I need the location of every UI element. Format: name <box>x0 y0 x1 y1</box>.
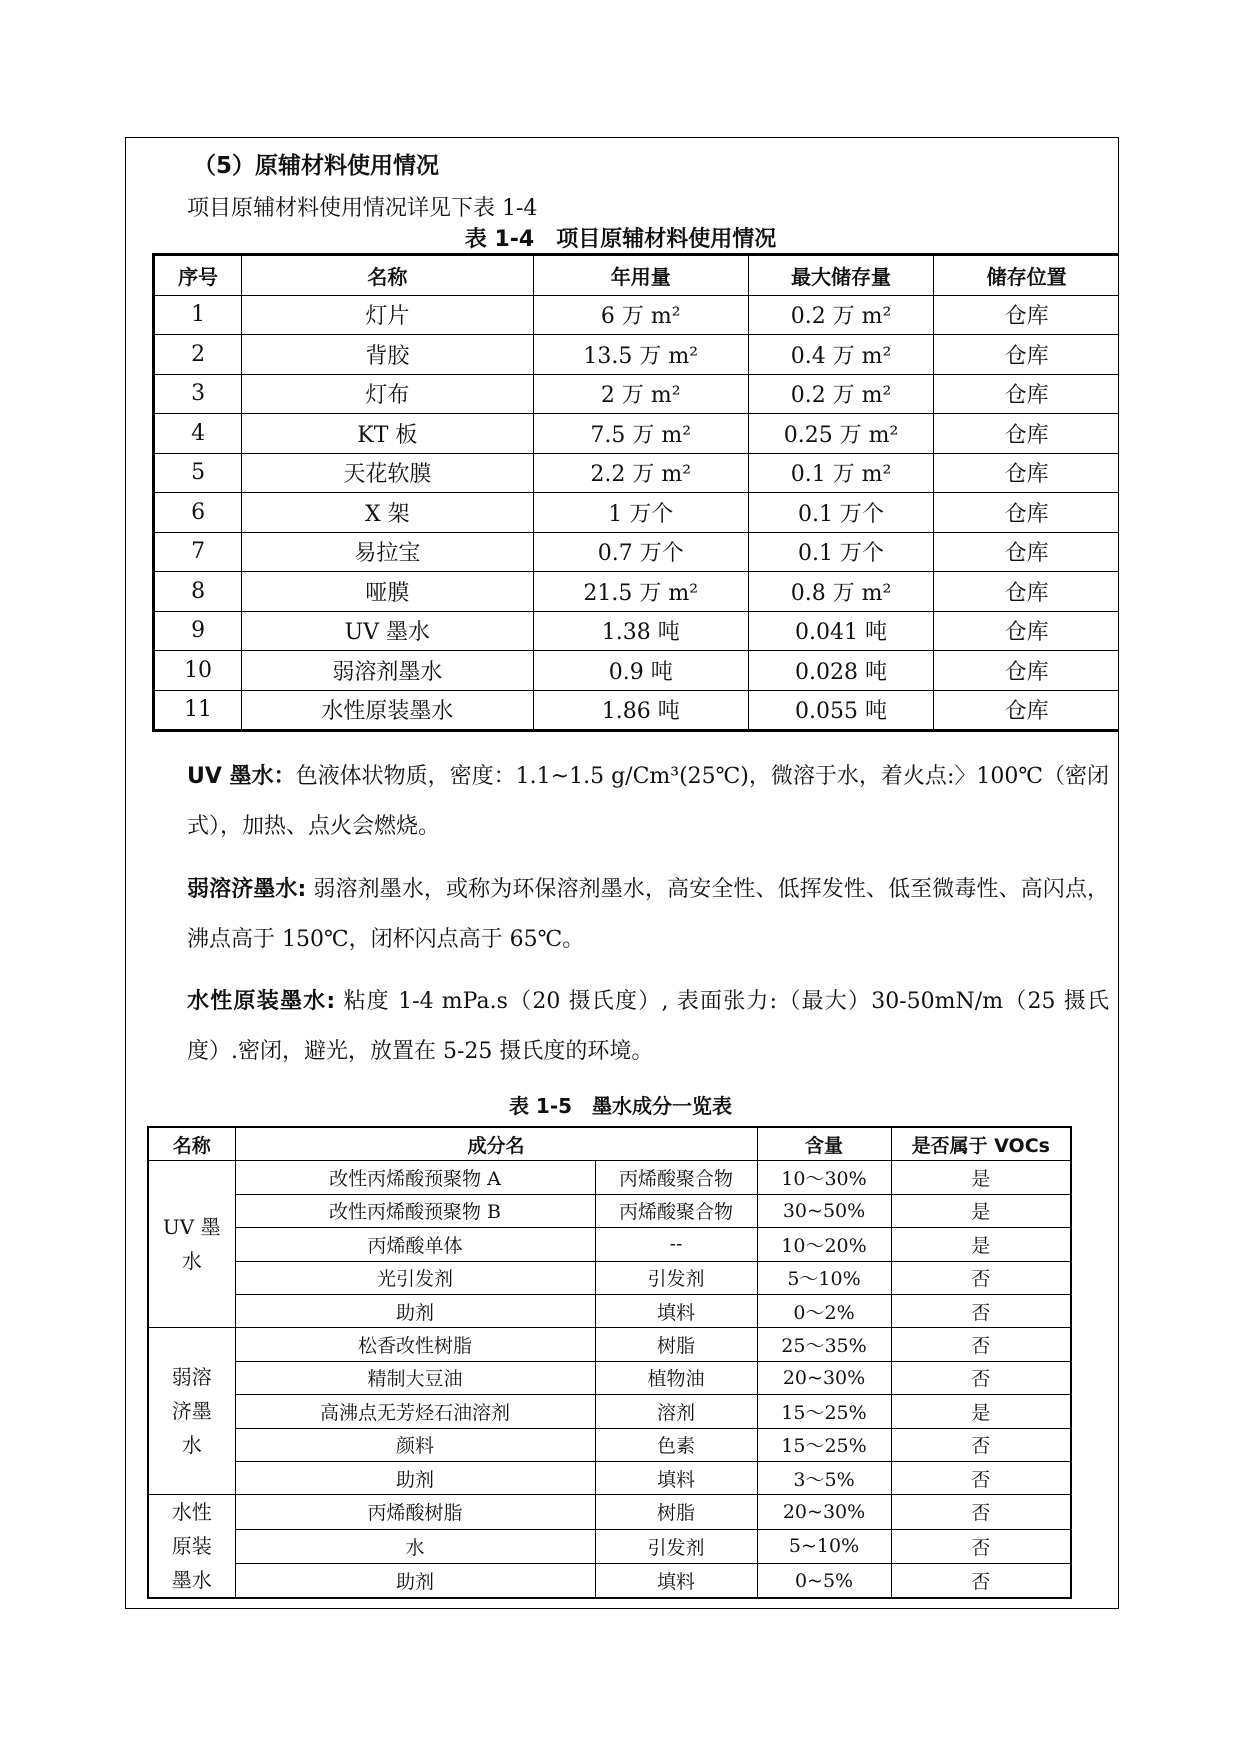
is-voc: 否 <box>891 1328 1071 1361</box>
table-row <box>148 1161 1071 1194</box>
uv-ink-label: UV 墨水： <box>187 764 296 789</box>
storage-location: 仓库 <box>934 295 1119 335</box>
storage-location: 仓库 <box>934 690 1119 731</box>
ink-group-name: UV 墨 水 <box>148 1161 235 1328</box>
component-name: 水 <box>235 1529 595 1563</box>
table-row <box>154 335 1120 375</box>
table-row <box>154 493 1120 533</box>
is-voc: 否 <box>891 1261 1071 1294</box>
uv-ink-text: 色液体状物质，密度：1.1~1.5 g/Cm³(25℃)，微溶于水，着火点:〉100℃（密闭式），加热、点火会燃烧。 <box>187 764 1109 839</box>
table-header-row <box>148 1127 1071 1161</box>
component-content: 0~5% <box>757 1563 891 1598</box>
table-1-4-caption: 表 1-4 项目原辅材料使用情况 <box>464 227 777 252</box>
table-row <box>154 295 1120 335</box>
is-voc: 是 <box>891 1395 1071 1428</box>
component-name: 光引发剂 <box>235 1261 595 1294</box>
row-index: 1 <box>154 295 242 335</box>
component-type: -- <box>595 1228 757 1261</box>
table-row <box>148 1428 1071 1461</box>
max-storage: 0.25 万 m² <box>748 414 933 454</box>
component-type: 植物油 <box>595 1361 757 1394</box>
max-storage: 0.1 万个 <box>748 532 933 572</box>
annual-usage: 13.5 万 m² <box>533 335 748 375</box>
material-name: 哑膜 <box>242 572 533 612</box>
storage-location: 仓库 <box>934 493 1119 533</box>
is-voc: 否 <box>891 1461 1071 1494</box>
storage-location: 仓库 <box>934 611 1119 651</box>
max-storage: 0.055 吨 <box>748 690 933 731</box>
header-component: 成分名 <box>235 1127 757 1161</box>
component-name: 助剂 <box>235 1563 595 1598</box>
header-content: 含量 <box>757 1127 891 1161</box>
annual-usage: 2.2 万 m² <box>533 453 748 493</box>
component-type: 色素 <box>595 1428 757 1461</box>
component-type: 引发剂 <box>595 1261 757 1294</box>
component-content: 5～10% <box>757 1261 891 1294</box>
is-voc: 否 <box>891 1563 1071 1598</box>
component-content: 20~30% <box>757 1361 891 1394</box>
annual-usage: 2 万 m² <box>533 374 748 414</box>
table-row <box>148 1261 1071 1294</box>
storage-location: 仓库 <box>934 453 1119 493</box>
component-content: 10～30% <box>757 1161 891 1194</box>
component-content: 30~50% <box>757 1194 891 1227</box>
table-row <box>154 374 1120 414</box>
annual-usage: 21.5 万 m² <box>533 572 748 612</box>
water-ink-text: 粘度 1-4 mPa.s（20 摄氏度）, 表面张力:（最大）30-50mN/m（25 摄氏度）.密闭，避光，放置在 5-25 摄氏度的环境。 <box>187 989 1109 1064</box>
row-index: 4 <box>154 414 242 454</box>
ink-group-name: 水性 原装 墨水 <box>148 1495 235 1599</box>
max-storage: 0.4 万 m² <box>748 335 933 375</box>
materials-table <box>152 253 1119 732</box>
header-is-voc: 是否属于 VOCs <box>891 1127 1071 1161</box>
header-index: 序号 <box>154 255 242 296</box>
table-row <box>148 1228 1071 1261</box>
header-storage-location: 储存位置 <box>934 255 1119 296</box>
is-voc: 否 <box>891 1495 1071 1529</box>
materials-table-body <box>154 295 1120 731</box>
is-voc: 否 <box>891 1529 1071 1563</box>
max-storage: 0.8 万 m² <box>748 572 933 612</box>
row-index: 5 <box>154 453 242 493</box>
table-row <box>154 532 1120 572</box>
table-row <box>148 1328 1071 1361</box>
weak-solvent-ink-paragraph <box>139 865 1109 965</box>
component-name: 丙烯酸单体 <box>235 1228 595 1261</box>
uv-ink-paragraph <box>139 752 1109 852</box>
header-max-storage: 最大储存量 <box>748 255 933 296</box>
component-content: 20~30% <box>757 1495 891 1529</box>
annual-usage: 0.7 万个 <box>533 532 748 572</box>
is-voc: 否 <box>891 1361 1071 1394</box>
water-ink-paragraph <box>139 977 1109 1077</box>
material-name: KT 板 <box>242 414 533 454</box>
row-index: 10 <box>154 651 242 691</box>
component-content: 15～25% <box>757 1428 891 1461</box>
component-type: 填料 <box>595 1294 757 1327</box>
weak-solvent-ink-text: 弱溶剂墨水，或称为环保溶剂墨水，高安全性、低挥发性、低至微毒性、高闪点，沸点高于 150℃，闭杯闪点高于 65℃。 <box>187 877 1109 952</box>
table-row <box>154 453 1120 493</box>
table-row <box>154 414 1120 454</box>
table-1-5-caption: 表 1-5 墨水成分一览表 <box>508 1094 733 1118</box>
component-type: 树脂 <box>595 1495 757 1529</box>
material-name: 易拉宝 <box>242 532 533 572</box>
component-content: 0～2% <box>757 1294 891 1327</box>
storage-location: 仓库 <box>934 374 1119 414</box>
table-row <box>154 572 1120 612</box>
component-type: 丙烯酸聚合物 <box>595 1194 757 1227</box>
component-name: 助剂 <box>235 1294 595 1327</box>
component-name: 松香改性树脂 <box>235 1328 595 1361</box>
max-storage: 0.041 吨 <box>748 611 933 651</box>
ink-composition-table <box>147 1126 1072 1599</box>
table-row <box>154 611 1120 651</box>
component-type: 填料 <box>595 1563 757 1598</box>
component-name: 高沸点无芳烃石油溶剂 <box>235 1395 595 1428</box>
table-row <box>148 1361 1071 1394</box>
ink-composition-body <box>148 1161 1071 1598</box>
component-content: 5~10% <box>757 1529 891 1563</box>
is-voc: 否 <box>891 1294 1071 1327</box>
table-row <box>154 651 1120 691</box>
table-row <box>148 1529 1071 1563</box>
component-name: 精制大豆油 <box>235 1361 595 1394</box>
material-name: X 架 <box>242 493 533 533</box>
header-annual-usage: 年用量 <box>533 255 748 296</box>
section-intro: 项目原辅材料使用情况详见下表 1-4 <box>187 196 538 221</box>
header-name: 名称 <box>242 255 533 296</box>
material-name: 水性原装墨水 <box>242 690 533 731</box>
row-index: 2 <box>154 335 242 375</box>
material-name: 灯片 <box>242 295 533 335</box>
header-ink-name: 名称 <box>148 1127 235 1161</box>
is-voc: 是 <box>891 1228 1071 1261</box>
component-type: 填料 <box>595 1461 757 1494</box>
component-name: 改性丙烯酸预聚物 A <box>235 1161 595 1194</box>
row-index: 9 <box>154 611 242 651</box>
max-storage: 0.1 万 m² <box>748 453 933 493</box>
annual-usage: 1.86 吨 <box>533 690 748 731</box>
component-type: 引发剂 <box>595 1529 757 1563</box>
component-name: 助剂 <box>235 1461 595 1494</box>
row-index: 8 <box>154 572 242 612</box>
row-index: 3 <box>154 374 242 414</box>
max-storage: 0.1 万个 <box>748 493 933 533</box>
is-voc: 否 <box>891 1428 1071 1461</box>
max-storage: 0.2 万 m² <box>748 374 933 414</box>
table-row <box>148 1495 1071 1529</box>
storage-location: 仓库 <box>934 651 1119 691</box>
table-row <box>148 1194 1071 1227</box>
component-type: 溶剂 <box>595 1395 757 1428</box>
ink-group-name: 弱溶 济墨 水 <box>148 1328 235 1495</box>
component-type: 丙烯酸聚合物 <box>595 1161 757 1194</box>
table-header-row <box>154 255 1120 296</box>
material-name: 弱溶剂墨水 <box>242 651 533 691</box>
component-content: 15～25% <box>757 1395 891 1428</box>
material-name: 背胶 <box>242 335 533 375</box>
annual-usage: 0.9 吨 <box>533 651 748 691</box>
max-storage: 0.028 吨 <box>748 651 933 691</box>
component-name: 颜料 <box>235 1428 595 1461</box>
table-row <box>154 690 1120 731</box>
table-row <box>148 1563 1071 1598</box>
storage-location: 仓库 <box>934 414 1119 454</box>
component-type: 树脂 <box>595 1328 757 1361</box>
material-name: 灯布 <box>242 374 533 414</box>
is-voc: 是 <box>891 1194 1071 1227</box>
annual-usage: 1 万个 <box>533 493 748 533</box>
weak-solvent-ink-label: 弱溶济墨水: <box>187 877 307 902</box>
row-index: 11 <box>154 690 242 731</box>
annual-usage: 7.5 万 m² <box>533 414 748 454</box>
annual-usage: 1.38 吨 <box>533 611 748 651</box>
section-heading: （5）原辅材料使用情况 <box>193 153 440 179</box>
row-index: 6 <box>154 493 242 533</box>
annual-usage: 6 万 m² <box>533 295 748 335</box>
table-row <box>148 1461 1071 1494</box>
water-ink-label: 水性原装墨水: <box>187 989 336 1014</box>
material-name: UV 墨水 <box>242 611 533 651</box>
storage-location: 仓库 <box>934 572 1119 612</box>
row-index: 7 <box>154 532 242 572</box>
material-name: 天花软膜 <box>242 453 533 493</box>
component-content: 25～35% <box>757 1328 891 1361</box>
component-content: 10～20% <box>757 1228 891 1261</box>
storage-location: 仓库 <box>934 532 1119 572</box>
component-name: 丙烯酸树脂 <box>235 1495 595 1529</box>
is-voc: 是 <box>891 1161 1071 1194</box>
storage-location: 仓库 <box>934 335 1119 375</box>
max-storage: 0.2 万 m² <box>748 295 933 335</box>
table-row <box>148 1395 1071 1428</box>
component-name: 改性丙烯酸预聚物 B <box>235 1194 595 1227</box>
table-row <box>148 1294 1071 1327</box>
component-content: 3～5% <box>757 1461 891 1494</box>
